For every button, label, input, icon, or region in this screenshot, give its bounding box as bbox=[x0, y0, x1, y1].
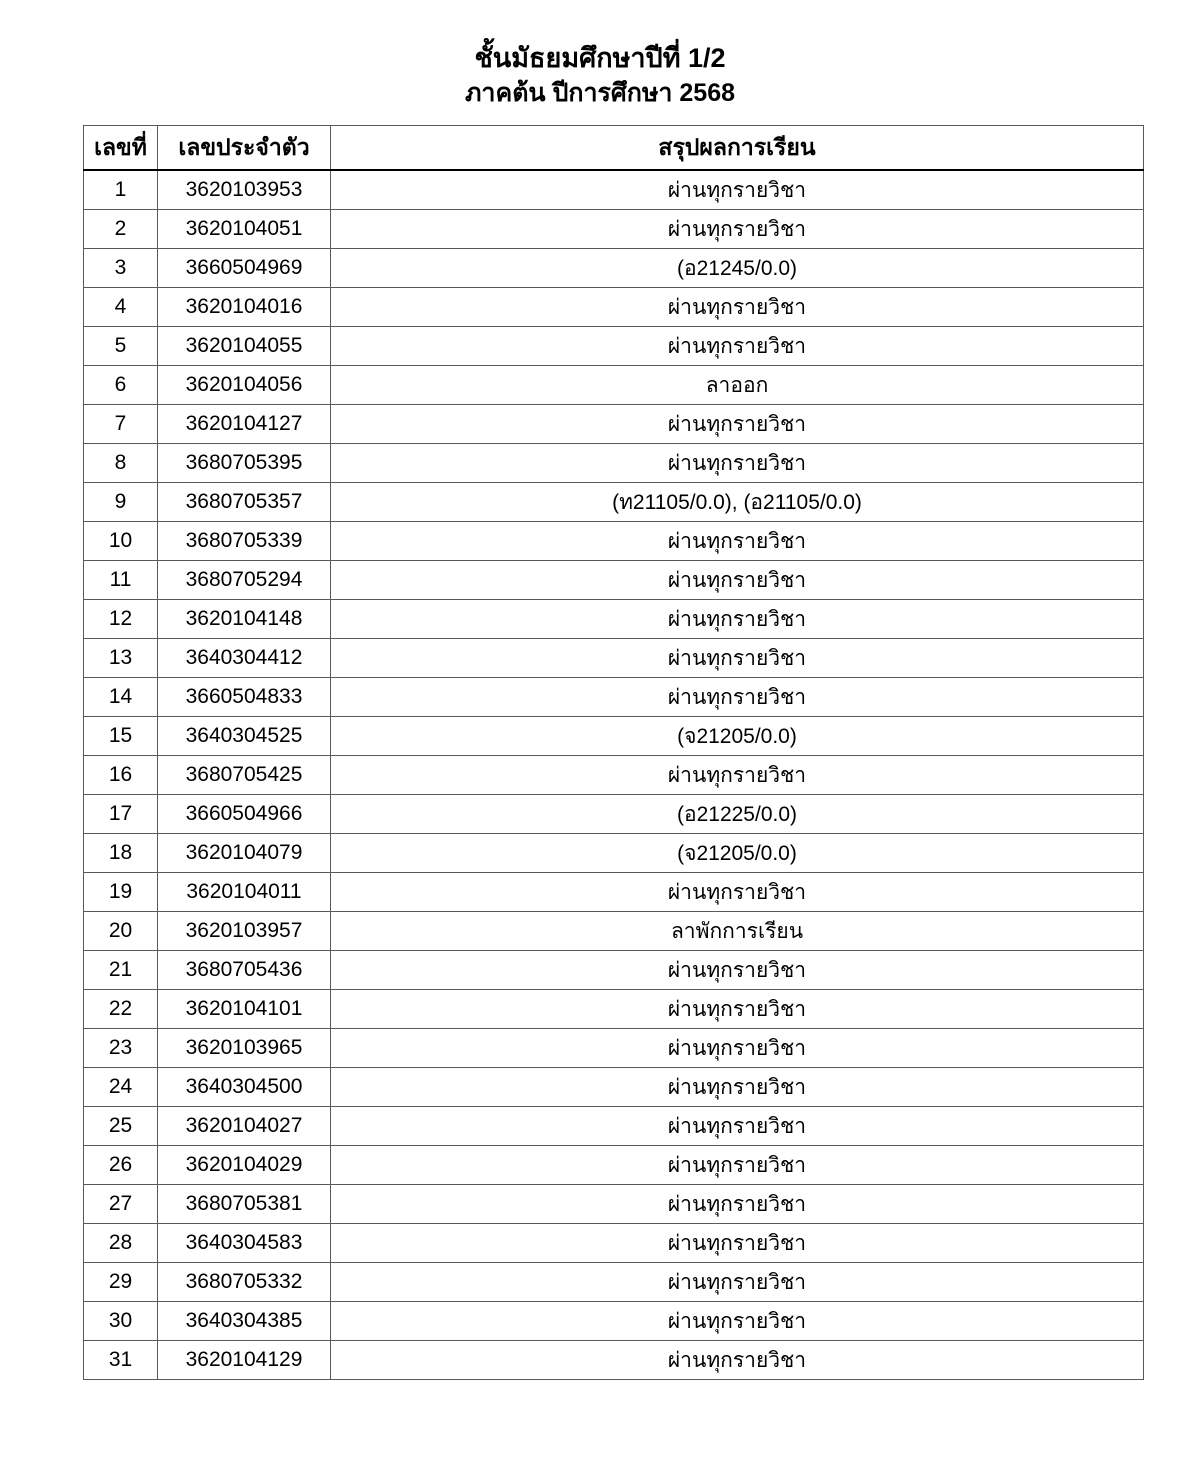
table-row bbox=[84, 522, 1144, 561]
result-summary-cell: (จ21205/0.0) bbox=[331, 834, 1144, 873]
result-summary-cell: ผ่านทุกรายวิชา bbox=[331, 288, 1144, 327]
table-row bbox=[84, 795, 1144, 834]
table-row bbox=[84, 327, 1144, 366]
result-summary-cell: ผ่านทุกรายวิชา bbox=[331, 1146, 1144, 1185]
student-id-cell: 3680705436 bbox=[158, 951, 331, 990]
row-number-cell: 13 bbox=[84, 639, 158, 678]
result-summary-cell: ผ่านทุกรายวิชา bbox=[331, 873, 1144, 912]
row-number-cell: 6 bbox=[84, 366, 158, 405]
row-number-cell: 1 bbox=[84, 170, 158, 210]
row-number-cell: 12 bbox=[84, 600, 158, 639]
result-summary-cell: ผ่านทุกรายวิชา bbox=[331, 1185, 1144, 1224]
result-summary-cell: (จ21205/0.0) bbox=[331, 717, 1144, 756]
row-number-cell: 28 bbox=[84, 1224, 158, 1263]
table-row bbox=[84, 1068, 1144, 1107]
result-summary-cell: ผ่านทุกรายวิชา bbox=[331, 522, 1144, 561]
table-row bbox=[84, 639, 1144, 678]
result-summary-cell: ลาออก bbox=[331, 366, 1144, 405]
row-number-cell: 24 bbox=[84, 1068, 158, 1107]
student-id-cell: 3620103957 bbox=[158, 912, 331, 951]
student-id-cell: 3680705381 bbox=[158, 1185, 331, 1224]
table-row bbox=[84, 444, 1144, 483]
row-number-cell: 22 bbox=[84, 990, 158, 1029]
table-row bbox=[84, 678, 1144, 717]
result-summary-cell: ผ่านทุกรายวิชา bbox=[331, 1029, 1144, 1068]
student-id-cell: 3620104079 bbox=[158, 834, 331, 873]
table-row bbox=[84, 483, 1144, 522]
row-number-cell: 7 bbox=[84, 405, 158, 444]
row-number-cell: 5 bbox=[84, 327, 158, 366]
student-id-cell: 3640304500 bbox=[158, 1068, 331, 1107]
table-row bbox=[84, 951, 1144, 990]
student-id-cell: 3680705339 bbox=[158, 522, 331, 561]
table-row bbox=[84, 600, 1144, 639]
table-row bbox=[84, 1302, 1144, 1341]
table-row bbox=[84, 1107, 1144, 1146]
row-number-cell: 20 bbox=[84, 912, 158, 951]
result-summary-cell: ผ่านทุกรายวิชา bbox=[331, 1107, 1144, 1146]
table-row bbox=[84, 1341, 1144, 1380]
table-row bbox=[84, 288, 1144, 327]
row-number-cell: 14 bbox=[84, 678, 158, 717]
table-row bbox=[84, 990, 1144, 1029]
student-id-cell: 3620104055 bbox=[158, 327, 331, 366]
student-id-cell: 3640304525 bbox=[158, 717, 331, 756]
table-row bbox=[84, 405, 1144, 444]
row-number-cell: 17 bbox=[84, 795, 158, 834]
row-number-cell: 10 bbox=[84, 522, 158, 561]
page-subtitle: ภาคต้น ปีการศึกษา 2568 bbox=[464, 79, 736, 108]
student-id-cell: 3620104051 bbox=[158, 210, 331, 249]
column-header-number: เลขที่ bbox=[84, 126, 158, 171]
result-summary-cell: ผ่านทุกรายวิชา bbox=[331, 678, 1144, 717]
results-table-body bbox=[84, 170, 1144, 1380]
student-id-cell: 3620104101 bbox=[158, 990, 331, 1029]
result-summary-cell: (อ21245/0.0) bbox=[331, 249, 1144, 288]
result-summary-cell: ผ่านทุกรายวิชา bbox=[331, 600, 1144, 639]
result-summary-cell: ลาพักการเรียน bbox=[331, 912, 1144, 951]
result-summary-cell: ผ่านทุกรายวิชา bbox=[331, 1263, 1144, 1302]
table-row bbox=[84, 717, 1144, 756]
row-number-cell: 4 bbox=[84, 288, 158, 327]
row-number-cell: 8 bbox=[84, 444, 158, 483]
student-id-cell: 3620103953 bbox=[158, 170, 331, 210]
student-id-cell: 3620104129 bbox=[158, 1341, 331, 1380]
row-number-cell: 25 bbox=[84, 1107, 158, 1146]
student-id-cell: 3640304412 bbox=[158, 639, 331, 678]
result-summary-cell: ผ่านทุกรายวิชา bbox=[331, 1068, 1144, 1107]
results-table-header bbox=[84, 126, 1144, 171]
row-number-cell: 21 bbox=[84, 951, 158, 990]
result-summary-cell: ผ่านทุกรายวิชา bbox=[331, 561, 1144, 600]
table-row bbox=[84, 1185, 1144, 1224]
row-number-cell: 26 bbox=[84, 1146, 158, 1185]
student-id-cell: 3660504966 bbox=[158, 795, 331, 834]
student-id-cell: 3660504833 bbox=[158, 678, 331, 717]
student-id-cell: 3680705425 bbox=[158, 756, 331, 795]
student-id-cell: 3620104148 bbox=[158, 600, 331, 639]
row-number-cell: 19 bbox=[84, 873, 158, 912]
table-row bbox=[84, 1224, 1144, 1263]
student-id-cell: 3660504969 bbox=[158, 249, 331, 288]
student-id-cell: 3620104016 bbox=[158, 288, 331, 327]
table-row bbox=[84, 170, 1144, 210]
table-row bbox=[84, 210, 1144, 249]
row-number-cell: 31 bbox=[84, 1341, 158, 1380]
student-id-cell: 3680705332 bbox=[158, 1263, 331, 1302]
table-row bbox=[84, 561, 1144, 600]
result-summary-cell: ผ่านทุกรายวิชา bbox=[331, 1302, 1144, 1341]
student-id-cell: 3680705357 bbox=[158, 483, 331, 522]
result-summary-cell: (ท21105/0.0), (อ21105/0.0) bbox=[331, 483, 1144, 522]
student-id-cell: 3640304583 bbox=[158, 1224, 331, 1263]
row-number-cell: 29 bbox=[84, 1263, 158, 1302]
table-row bbox=[84, 249, 1144, 288]
result-summary-cell: ผ่านทุกรายวิชา bbox=[331, 170, 1144, 210]
student-id-cell: 3620104056 bbox=[158, 366, 331, 405]
column-header-result-summary: สรุปผลการเรียน bbox=[331, 126, 1144, 171]
student-id-cell: 3620104027 bbox=[158, 1107, 331, 1146]
row-number-cell: 3 bbox=[84, 249, 158, 288]
row-number-cell: 23 bbox=[84, 1029, 158, 1068]
result-summary-cell: ผ่านทุกรายวิชา bbox=[331, 444, 1144, 483]
header-row bbox=[84, 126, 1144, 171]
row-number-cell: 18 bbox=[84, 834, 158, 873]
result-summary-cell: ผ่านทุกรายวิชา bbox=[331, 327, 1144, 366]
row-number-cell: 16 bbox=[84, 756, 158, 795]
student-id-cell: 3680705395 bbox=[158, 444, 331, 483]
row-number-cell: 30 bbox=[84, 1302, 158, 1341]
table-row bbox=[84, 834, 1144, 873]
student-id-cell: 3620103965 bbox=[158, 1029, 331, 1068]
table-row bbox=[84, 1263, 1144, 1302]
row-number-cell: 11 bbox=[84, 561, 158, 600]
page-title: ชั้นมัธยมศึกษาปีที่ 1/2 bbox=[474, 43, 726, 73]
result-summary-cell: ผ่านทุกรายวิชา bbox=[331, 405, 1144, 444]
row-number-cell: 2 bbox=[84, 210, 158, 249]
student-id-cell: 3620104011 bbox=[158, 873, 331, 912]
student-id-cell: 3680705294 bbox=[158, 561, 331, 600]
result-summary-cell: ผ่านทุกรายวิชา bbox=[331, 210, 1144, 249]
result-summary-cell: ผ่านทุกรายวิชา bbox=[331, 951, 1144, 990]
table-row bbox=[84, 873, 1144, 912]
table-row bbox=[84, 912, 1144, 951]
column-header-student-id: เลขประจำตัว bbox=[158, 126, 331, 171]
student-id-cell: 3620104127 bbox=[158, 405, 331, 444]
table-row bbox=[84, 366, 1144, 405]
results-table bbox=[83, 125, 1144, 1380]
row-number-cell: 9 bbox=[84, 483, 158, 522]
result-summary-cell: ผ่านทุกรายวิชา bbox=[331, 756, 1144, 795]
result-summary-cell: ผ่านทุกรายวิชา bbox=[331, 990, 1144, 1029]
table-row bbox=[84, 1029, 1144, 1068]
table-row bbox=[84, 756, 1144, 795]
table-row bbox=[84, 1146, 1144, 1185]
row-number-cell: 15 bbox=[84, 717, 158, 756]
row-number-cell: 27 bbox=[84, 1185, 158, 1224]
result-summary-cell: (อ21225/0.0) bbox=[331, 795, 1144, 834]
student-id-cell: 3640304385 bbox=[158, 1302, 331, 1341]
student-id-cell: 3620104029 bbox=[158, 1146, 331, 1185]
result-summary-cell: ผ่านทุกรายวิชา bbox=[331, 1224, 1144, 1263]
result-summary-cell: ผ่านทุกรายวิชา bbox=[331, 639, 1144, 678]
result-summary-cell: ผ่านทุกรายวิชา bbox=[331, 1341, 1144, 1380]
